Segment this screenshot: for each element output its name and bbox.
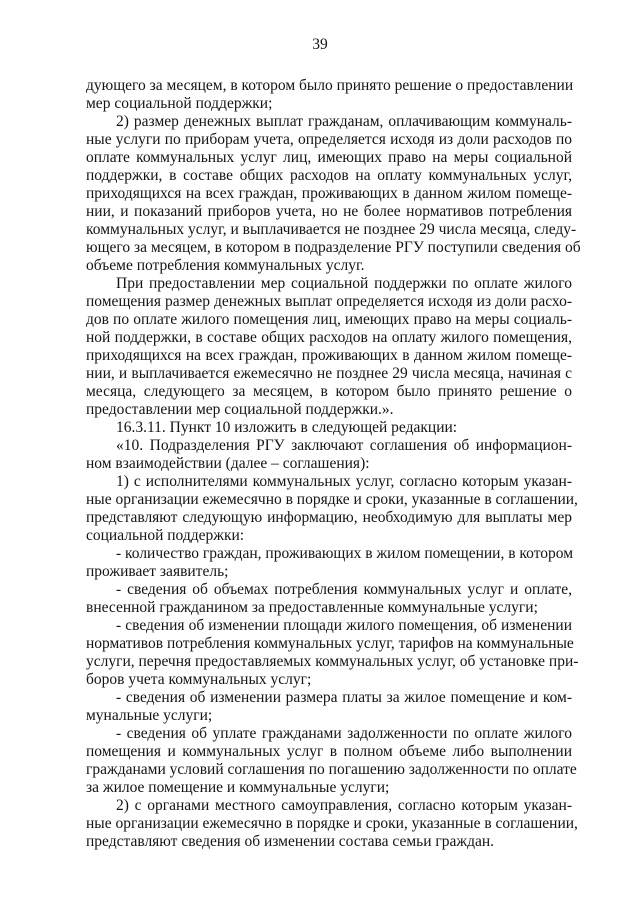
paragraph bbox=[86, 617, 579, 689]
paragraph bbox=[86, 581, 572, 617]
text-line: проживает заявитель; bbox=[86, 563, 229, 580]
paragraph bbox=[86, 473, 578, 545]
text-line: - сведения об изменении площади жилого помещения, об изменении bbox=[116, 617, 572, 634]
text-line: ные организации ежемесячно в порядке и сроки, указанные в соглашении, bbox=[86, 491, 578, 508]
text-line: поддержки, в составе общих расходов на оплату коммунальных услуг, bbox=[86, 167, 572, 184]
text-line: нормативов потребления коммунальных услуг, тарифов на коммунальные bbox=[86, 635, 574, 652]
text-line: объеме потребления коммунальных услуг. bbox=[86, 257, 365, 274]
text-line: месяца, следующего за месяцем, в котором было принято решение о bbox=[86, 383, 572, 400]
text-line: нии, и выплачивается ежемесячно не позднее 29 числа месяца, начиная с bbox=[86, 365, 572, 382]
document-body bbox=[86, 77, 581, 851]
text-line: нии, и показаний приборов учета, но не более нормативов потребления bbox=[86, 203, 572, 220]
text-line: приходящихся на всех граждан, проживающих в данном жилом помеще- bbox=[86, 347, 572, 364]
text-line: мер социальной поддержки; bbox=[86, 95, 273, 112]
text-line: помещения и коммунальных услуг в полном объеме либо выполнении bbox=[86, 743, 572, 760]
text-line: 2) размер денежных выплат гражданам, оплачивающим коммуналь- bbox=[116, 113, 572, 130]
paragraph bbox=[86, 419, 572, 437]
text-line: помещения размер денежных выплат определяется исходя из доли расхо- bbox=[86, 293, 572, 310]
text-line: коммунальных услуг, и выплачивается не позднее 29 числа месяца, следу- bbox=[86, 221, 577, 238]
text-line: При предоставлении мер социальной поддержки по оплате жилого bbox=[116, 275, 572, 292]
text-line: приходящихся на всех граждан, проживающих в данном жилом помеще- bbox=[86, 185, 572, 202]
paragraph bbox=[86, 437, 572, 473]
text-line: «10. Подразделения РГУ заключают соглашения об информацион- bbox=[116, 437, 572, 454]
text-line: дующего за месяцем, в котором было принято решение о предоставлении bbox=[86, 77, 574, 94]
text-line: представляют следующую информацию, необходимую для выплаты мер bbox=[86, 509, 572, 526]
paragraph bbox=[86, 689, 572, 725]
paragraph bbox=[86, 797, 578, 851]
text-line: за жилое помещение и коммунальные услуги; bbox=[86, 779, 390, 796]
text-line: ющего за месяцем, в котором в подразделение РГУ поступили сведения об bbox=[86, 239, 581, 256]
paragraph bbox=[86, 725, 577, 797]
text-line: гражданами условий соглашения по погашению задолженности по оплате bbox=[86, 761, 577, 778]
page-number: 39 bbox=[312, 36, 328, 53]
text-line: 1) с исполнителями коммунальных услуг, согласно которым указан- bbox=[116, 473, 572, 490]
paragraph bbox=[86, 275, 572, 419]
paragraph bbox=[86, 113, 581, 275]
paragraph bbox=[86, 77, 572, 113]
text-line: боров учета коммунальных услуг; bbox=[86, 671, 312, 688]
paragraph bbox=[86, 545, 572, 581]
text-line: - количество граждан, проживающих в жилом помещении, в котором bbox=[116, 545, 574, 562]
text-line: 16.3.11. Пункт 10 изложить в следующей редакции: bbox=[116, 419, 458, 436]
text-line: ном взаимодействии (далее – соглашения): bbox=[86, 455, 370, 472]
text-line: мунальные услуги; bbox=[86, 707, 213, 724]
text-line: представляют сведения об изменении состава семьи граждан. bbox=[86, 833, 495, 850]
text-line: ные организации ежемесячно в порядке и сроки, указанные в соглашении, bbox=[86, 815, 578, 832]
text-line: ные услуги по приборам учета, определяется исходя из доли расходов по bbox=[86, 131, 572, 148]
text-line: дов по оплате жилого помещения лиц, имеющих право на меры социаль- bbox=[86, 311, 572, 328]
text-line: внесенной гражданином за предоставленные коммунальные услуги; bbox=[86, 599, 538, 616]
text-line: оплате коммунальных услуг лиц, имеющих право на меры социальной bbox=[86, 149, 572, 166]
text-line: услуги, перечня предоставляемых коммунальных услуг, об установке при- bbox=[86, 653, 579, 670]
text-line: - сведения об объемах потребления коммунальных услуг и оплате, bbox=[116, 581, 572, 598]
text-line: 2) с органами местного самоуправления, согласно которым указан- bbox=[116, 797, 572, 814]
text-line: предоставлении мер социальной поддержки.». bbox=[86, 401, 394, 418]
text-line: ной поддержки, в составе общих расходов на оплату жилого помещения, bbox=[86, 329, 572, 346]
text-line: социальной поддержки: bbox=[86, 527, 245, 544]
text-line: - сведения об изменении размера платы за жилое помещение и ком- bbox=[116, 689, 572, 706]
text-line: - сведения об уплате гражданами задолженности по оплате жилого bbox=[116, 725, 572, 742]
